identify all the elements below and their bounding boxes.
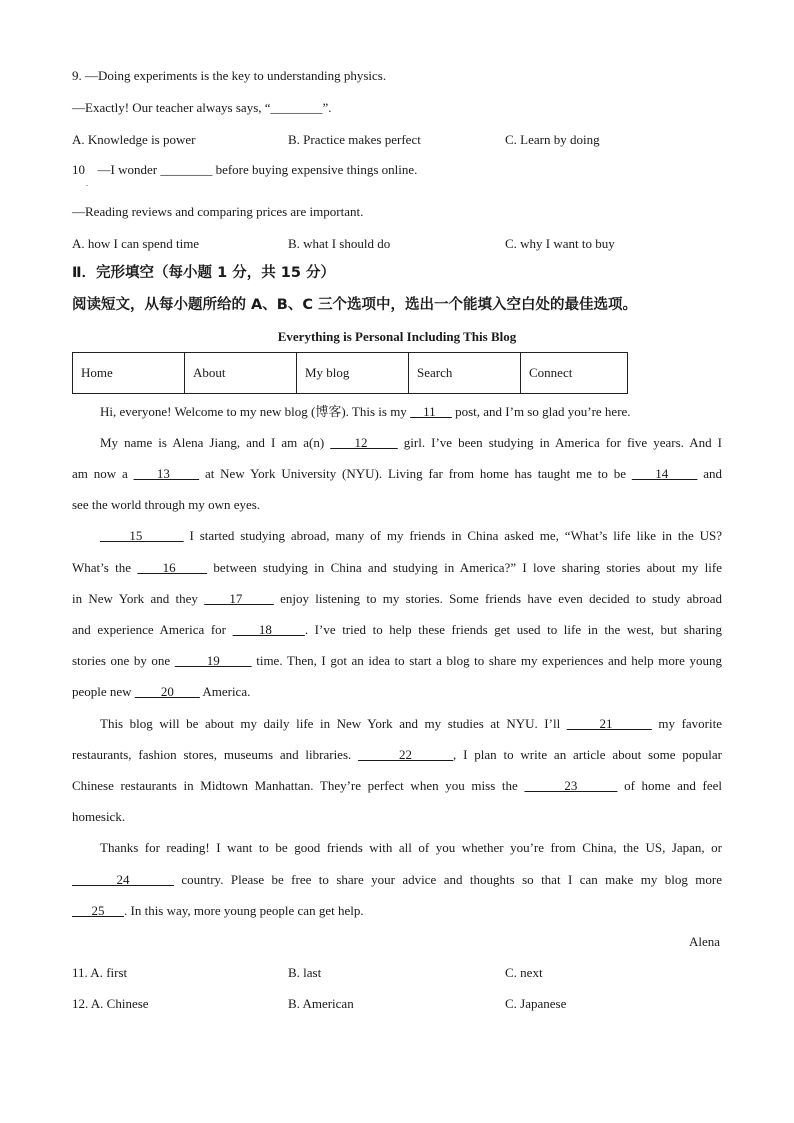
- blank-14: 14: [631, 466, 698, 481]
- passage-text: girl. I’ve been studying in America for five years. And I: [397, 435, 723, 450]
- passage-text: . I’ve tried to help these friends get used to life in the west, but sharing: [304, 622, 722, 637]
- section-instruction: 阅读短文，从每小题所给的 A、B、C 三个选项中，选出一个能填入空白处的最佳选项。: [72, 297, 638, 313]
- passage-text: and: [697, 466, 722, 481]
- passage-line-5: [100, 528, 722, 544]
- passage-text: I started studying abroad, many of my friends in China asked me, “What’s life like in the US?: [183, 528, 723, 543]
- passage-text: my favorite: [651, 716, 722, 731]
- passage-text: and experience America for: [72, 622, 233, 637]
- q9-option-c: C. Learn by doing: [505, 132, 600, 147]
- passage-line-14: homesick.: [72, 809, 126, 824]
- passage-line-13: [72, 778, 722, 794]
- q10-stem-line: [72, 162, 417, 178]
- passage-line-12: [72, 747, 722, 763]
- passage-line-7: [72, 591, 722, 607]
- passage-text: What’s the: [72, 560, 138, 575]
- blank-19: 19: [174, 653, 252, 668]
- passage-line-10: [72, 684, 250, 700]
- blank-25: 25: [72, 903, 124, 918]
- passage-text: between studying in China and studying in America?” I love sharing stories about my life: [207, 560, 723, 575]
- blog-title: Everything is Personal Including This Blog: [277, 329, 517, 344]
- passage-text: enjoy listening to my stories. Some friends have even decided to study abroad: [273, 591, 723, 606]
- blank-13: 13: [133, 466, 200, 481]
- nav-about: About: [185, 353, 297, 394]
- passage-text: country. Please be free to share your advice and thoughts so that I can make my blog more: [173, 872, 722, 887]
- passage-text: time. Then, I got an idea to start a blog to share my experiences and help more young: [251, 653, 723, 668]
- nav-connect: Connect: [521, 353, 628, 394]
- blank-16: 16: [137, 560, 208, 575]
- q12-option-b: B. American: [288, 996, 354, 1011]
- passage-text: restaurants, fashion stores, museums and libraries.: [72, 747, 359, 762]
- q10-number-dot: .: [86, 179, 88, 188]
- passage-line-9: [72, 653, 722, 669]
- passage-line-4: see the world through my own eyes.: [72, 497, 261, 512]
- q10-reply: —Reading reviews and comparing prices are important.: [72, 204, 364, 219]
- passage-text: of home and feel: [617, 778, 723, 793]
- passage-text: post, and I’m so glad you’re here.: [451, 404, 631, 419]
- passage-text: America.: [199, 684, 251, 699]
- q10-option-a: A. how I can spend time: [72, 236, 200, 251]
- blank-21: 21: [566, 716, 652, 731]
- passage-line-11: [100, 716, 722, 732]
- passage-text: at New York University (NYU). Living far from home has taught me to be: [199, 466, 632, 481]
- q12-option-a: 12. A. Chinese: [72, 996, 149, 1011]
- passage-line-1: [100, 404, 631, 420]
- q9-stem: 9. —Doing experiments is the key to understanding physics.: [72, 68, 387, 83]
- passage-line-6: [72, 560, 722, 576]
- passage-text: My name is Alena Jiang, and I am a(n): [100, 435, 331, 450]
- blank-12: 12: [330, 435, 398, 450]
- q11-option-a: 11. A. first: [72, 965, 128, 980]
- q10-number: 10: [72, 162, 85, 177]
- passage-text: stories one by one: [72, 653, 175, 668]
- passage-text: . In this way, more young people can get help.: [124, 903, 364, 918]
- nav-my-blog: My blog: [297, 353, 409, 394]
- q9-option-a: A. Knowledge is power: [72, 132, 196, 147]
- q11-option-c: C. next: [505, 965, 543, 980]
- q12-option-c: C. Japanese: [505, 996, 567, 1011]
- blog-signature: Alena: [688, 934, 720, 949]
- blank-23: 23: [524, 778, 618, 793]
- blog-nav-table: [72, 352, 628, 394]
- passage-text: people new: [72, 684, 135, 699]
- nav-search: Search: [409, 353, 521, 394]
- passage-line-16: [72, 872, 722, 888]
- blank-22: 22: [358, 747, 454, 762]
- passage-text: This blog will be about my daily life in New York and my studies at NYU. I’ll: [100, 716, 567, 731]
- passage-line-15: Thanks for reading! I want to be good friends with all of you whether you’re from China, the US, Japan, or: [100, 840, 722, 855]
- blank-24: 24: [72, 872, 174, 887]
- passage-text: am now a: [72, 466, 134, 481]
- passage-text: Hi, everyone! Welcome to my new blog (博客). This is my: [100, 404, 411, 419]
- q10-stem: —I wonder ________ before buying expensive things online.: [97, 162, 418, 177]
- passage-text: in New York and they: [72, 591, 205, 606]
- q9-option-b: B. Practice makes perfect: [288, 132, 421, 147]
- q10-option-c: C. why I want to buy: [505, 236, 615, 251]
- passage-line-17: [72, 903, 364, 919]
- passage-text: , I plan to write an article about some popular: [453, 747, 723, 762]
- passage-line-8: [72, 622, 722, 638]
- blank-20: 20: [134, 684, 200, 699]
- passage-text: Chinese restaurants in Midtown Manhattan. They’re perfect when you miss the: [72, 778, 525, 793]
- section-heading: Ⅱ．完形填空（每小题 1 分，共 15 分）: [72, 265, 336, 281]
- q11-option-b: B. last: [288, 965, 322, 980]
- blank-15: 15: [100, 528, 184, 543]
- passage-line-3: [72, 466, 722, 482]
- blank-17: 17: [204, 591, 274, 606]
- passage-line-2: [100, 435, 722, 451]
- blank-11: 11: [410, 404, 452, 419]
- nav-home: Home: [73, 353, 185, 394]
- q10-option-b: B. what I should do: [288, 236, 391, 251]
- q9-reply: —Exactly! Our teacher always says, “________”.: [72, 100, 332, 115]
- blank-18: 18: [232, 622, 305, 637]
